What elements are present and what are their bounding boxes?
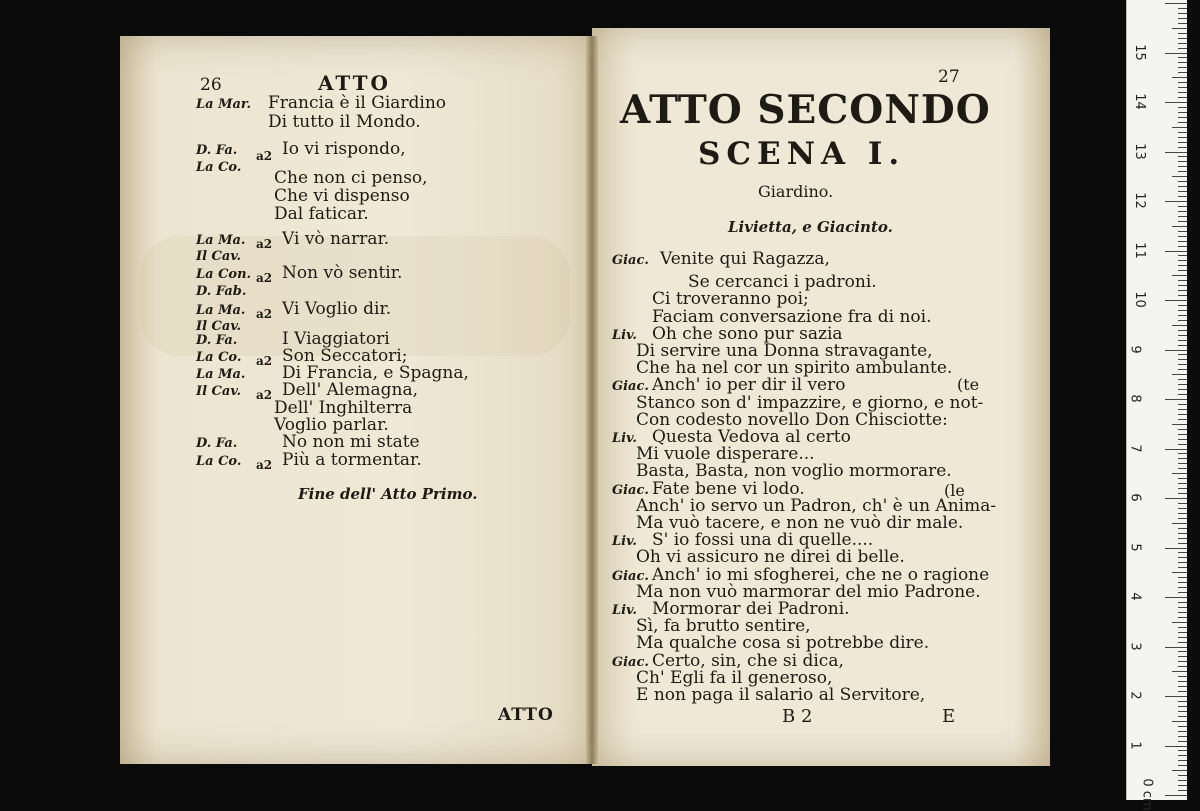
ruler-tick bbox=[1178, 483, 1187, 484]
ruler-tick bbox=[1178, 409, 1187, 410]
verse-line: E non paga il salario al Servitore, bbox=[636, 685, 926, 705]
ruler-tick bbox=[1178, 780, 1187, 781]
ruler-tick bbox=[1178, 369, 1187, 370]
ruler-tick bbox=[1178, 627, 1187, 628]
ruler-tick bbox=[1178, 236, 1187, 237]
ruler-tick bbox=[1178, 290, 1187, 291]
ruler-tick bbox=[1178, 216, 1187, 217]
ruler-tick bbox=[1178, 434, 1187, 435]
ruler-tick bbox=[1165, 795, 1187, 796]
ruler-tick bbox=[1178, 755, 1187, 756]
ruler-tick bbox=[1172, 226, 1187, 227]
ruler-tick bbox=[1178, 567, 1187, 568]
ruler-tick bbox=[1178, 241, 1187, 242]
ruler-tick bbox=[1178, 691, 1187, 692]
ruler-tick bbox=[1178, 43, 1187, 44]
ruler-tick bbox=[1178, 97, 1187, 98]
verse-line: Faciam conversazione fra di noi. bbox=[652, 307, 932, 327]
verse-line: Questa Vedova al certo bbox=[652, 427, 851, 447]
ruler-tick bbox=[1178, 161, 1187, 162]
ruler-tick bbox=[1178, 429, 1187, 430]
ruler-tick bbox=[1178, 260, 1187, 261]
ruler-tick bbox=[1178, 414, 1187, 415]
ruler-tick bbox=[1178, 354, 1187, 355]
verse-line: Mormorar dei Padroni. bbox=[652, 599, 850, 619]
ruler-tick bbox=[1178, 607, 1187, 608]
ruler-tick bbox=[1178, 310, 1187, 311]
ruler-tick bbox=[1178, 166, 1187, 167]
verse-line: Dal faticar. bbox=[274, 204, 369, 224]
ruler-tick bbox=[1178, 147, 1187, 148]
ruler-tick bbox=[1178, 320, 1187, 321]
ruler-tick bbox=[1172, 523, 1187, 524]
ruler-tick bbox=[1178, 602, 1187, 603]
ruler-tick bbox=[1178, 508, 1187, 509]
ruler-tick bbox=[1178, 651, 1187, 652]
ruler-tick bbox=[1178, 453, 1187, 454]
ruler-tick bbox=[1165, 152, 1187, 153]
ruler-tick bbox=[1178, 513, 1187, 514]
ruler-tick bbox=[1178, 171, 1187, 172]
speaker-label: Giac. bbox=[612, 483, 649, 498]
turnover-le: (le bbox=[944, 481, 965, 500]
ruler-tick bbox=[1178, 305, 1187, 306]
ruler-tick bbox=[1178, 340, 1187, 341]
ruler-tick bbox=[1165, 696, 1187, 697]
ruler-number: 10 bbox=[1131, 291, 1147, 308]
ruler-number: 5 bbox=[1127, 542, 1143, 552]
ruler-tick bbox=[1178, 117, 1187, 118]
left-page-number: 26 bbox=[200, 75, 222, 95]
ruler-tick bbox=[1178, 592, 1187, 593]
act-title: ATTO SECONDO bbox=[620, 87, 991, 133]
verse-line: Io vi rispondo, bbox=[282, 139, 406, 159]
ruler-tick bbox=[1165, 647, 1187, 648]
speaker-label: Liv. bbox=[612, 431, 637, 446]
ruler-tick bbox=[1178, 122, 1187, 123]
a2-mark: a2 bbox=[256, 237, 273, 251]
verse-line: I Viaggiatori bbox=[282, 329, 390, 349]
ruler-tick bbox=[1178, 533, 1187, 534]
verse-line: Ma vuò tacere, e non ne vuò dir male. bbox=[636, 513, 964, 533]
ruler-tick bbox=[1178, 364, 1187, 365]
ruler-tick bbox=[1165, 746, 1187, 747]
ruler-tick bbox=[1172, 572, 1187, 573]
ruler-tick bbox=[1178, 612, 1187, 613]
ruler-tick bbox=[1178, 67, 1187, 68]
ruler-tick bbox=[1178, 656, 1187, 657]
verse-line: Oh che sono pur sazia bbox=[652, 324, 843, 344]
verse-line: Voglio parlar. bbox=[274, 415, 389, 435]
left-running-head: ATTO bbox=[318, 71, 391, 95]
ruler-tick bbox=[1178, 741, 1187, 742]
ruler-tick bbox=[1178, 92, 1187, 93]
speaker-label: D. Fab. bbox=[196, 284, 247, 299]
ruler-tick bbox=[1178, 587, 1187, 588]
ruler-tick bbox=[1178, 23, 1187, 24]
ruler-tick bbox=[1178, 48, 1187, 49]
verse-line: Ma qualche cosa si potrebbe dire. bbox=[636, 633, 930, 653]
ruler-tick bbox=[1178, 518, 1187, 519]
ruler-tick bbox=[1178, 528, 1187, 529]
verse-line: Fate bene vi lodo. bbox=[652, 479, 805, 499]
verse-line: Oh vi assicuro ne direi di belle. bbox=[636, 547, 905, 567]
ruler-tick bbox=[1178, 345, 1187, 346]
ruler-tick bbox=[1178, 552, 1187, 553]
verse-line: Sì, fa brutto sentire, bbox=[636, 616, 811, 636]
ruler-number: 14 bbox=[1131, 93, 1147, 110]
verse-line: Anch' io per dir il vero bbox=[652, 375, 846, 395]
ruler-tick bbox=[1172, 77, 1187, 78]
ruler-tick bbox=[1178, 676, 1187, 677]
ruler-tick bbox=[1178, 18, 1187, 19]
ruler-tick bbox=[1178, 112, 1187, 113]
ruler-tick bbox=[1178, 750, 1187, 751]
ruler-tick bbox=[1178, 637, 1187, 638]
ruler-tick bbox=[1172, 176, 1187, 177]
book-gutter bbox=[586, 36, 598, 764]
ruler-tick bbox=[1178, 191, 1187, 192]
speaker-label: Giac. bbox=[612, 655, 649, 670]
ruler-tick bbox=[1178, 72, 1187, 73]
ruler-tick bbox=[1178, 444, 1187, 445]
ruler-tick bbox=[1178, 33, 1187, 34]
right-catchword: E bbox=[942, 706, 956, 727]
ruler-tick bbox=[1178, 384, 1187, 385]
fine-atto-primo: Fine dell' Atto Primo. bbox=[298, 485, 478, 503]
ruler-tick bbox=[1178, 231, 1187, 232]
ruler-tick bbox=[1165, 498, 1187, 499]
a2-mark: a2 bbox=[256, 458, 273, 472]
ruler-tick bbox=[1178, 394, 1187, 395]
verse-line: Certo, sin, che si dica, bbox=[652, 651, 844, 671]
ruler-tick bbox=[1178, 785, 1187, 786]
ruler-tick bbox=[1178, 731, 1187, 732]
ruler-number: 7 bbox=[1127, 443, 1143, 453]
ruler-tick bbox=[1178, 57, 1187, 58]
ruler-tick bbox=[1178, 107, 1187, 108]
speaker-label: Liv. bbox=[612, 534, 637, 549]
ruler-tick bbox=[1165, 548, 1187, 549]
ruler-tick bbox=[1178, 295, 1187, 296]
ruler-tick bbox=[1178, 246, 1187, 247]
verse-line: Son Seccatori; bbox=[282, 346, 408, 366]
ruler-tick bbox=[1178, 181, 1187, 182]
speaker-label: Il Cav. bbox=[196, 319, 242, 334]
ruler-tick bbox=[1178, 270, 1187, 271]
scene-setting: Giardino. bbox=[758, 182, 834, 201]
ruler-tick bbox=[1178, 538, 1187, 539]
ruler-tick bbox=[1178, 666, 1187, 667]
speaker-label: Il Cav. bbox=[196, 249, 242, 264]
ruler-tick bbox=[1178, 62, 1187, 63]
verse-line: Ci troveranno poi; bbox=[652, 289, 809, 309]
ruler-number: 3 bbox=[1127, 641, 1143, 651]
ruler-tick bbox=[1178, 404, 1187, 405]
ruler-tick bbox=[1178, 543, 1187, 544]
speaker-label: Giac. bbox=[612, 379, 649, 394]
ruler-tick bbox=[1172, 770, 1187, 771]
speaker-label: Il Cav. bbox=[196, 384, 242, 399]
speaker-label: La Co. bbox=[196, 160, 242, 175]
ruler-tick bbox=[1178, 335, 1187, 336]
ruler-tick bbox=[1178, 8, 1187, 9]
ruler-number: 4 bbox=[1127, 592, 1143, 601]
ruler-tick bbox=[1165, 251, 1187, 252]
ruler-tick bbox=[1178, 632, 1187, 633]
signature-mark: B 2 bbox=[782, 706, 813, 727]
speaker-label: La Ma. bbox=[196, 367, 246, 382]
speaker-label: D. Fa. bbox=[196, 333, 238, 348]
ruler-tick bbox=[1178, 142, 1187, 143]
measurement-ruler bbox=[1126, 0, 1187, 811]
ruler-tick bbox=[1178, 582, 1187, 583]
right-page-number: 27 bbox=[938, 67, 960, 87]
verse-line: Non vò sentir. bbox=[282, 263, 403, 283]
verse-line: Ma non vuò marmorar del mio Padrone. bbox=[636, 582, 981, 602]
ruler-tick bbox=[1178, 315, 1187, 316]
verse-line: Vi Voglio dir. bbox=[282, 299, 392, 319]
a2-mark: a2 bbox=[256, 271, 273, 285]
ruler-tick bbox=[1172, 721, 1187, 722]
verse-line: Che non ci penso, bbox=[274, 168, 428, 188]
verse-line: Con codesto novello Don Chisciotte: bbox=[636, 410, 948, 430]
verse-line: No non mi state bbox=[282, 432, 420, 452]
ruler-tick bbox=[1178, 681, 1187, 682]
ruler-number: 13 bbox=[1131, 142, 1147, 160]
ruler-tick bbox=[1165, 350, 1187, 351]
verse-line: Che vi dispenso bbox=[274, 186, 410, 206]
left-catchword: ATTO bbox=[498, 705, 554, 725]
ruler-tick bbox=[1165, 449, 1187, 450]
ruler-tick bbox=[1172, 28, 1187, 29]
ruler-tick bbox=[1178, 458, 1187, 459]
ruler-tick bbox=[1178, 701, 1187, 702]
a2-mark: a2 bbox=[256, 388, 273, 402]
ruler-tick bbox=[1178, 642, 1187, 643]
ruler-tick bbox=[1178, 488, 1187, 489]
ruler-tick bbox=[1178, 760, 1187, 761]
ruler-tick bbox=[1178, 196, 1187, 197]
speaker-label: La Mar. bbox=[196, 97, 252, 112]
ruler-tick bbox=[1178, 379, 1187, 380]
ruler-tick bbox=[1178, 132, 1187, 133]
ruler-tick bbox=[1172, 275, 1187, 276]
ruler-tick bbox=[1178, 285, 1187, 286]
speaker-label: Giac. bbox=[612, 253, 649, 268]
ruler-number: 12 bbox=[1131, 192, 1147, 209]
verse-line: Più a tormentar. bbox=[282, 450, 422, 470]
ruler-tick bbox=[1178, 156, 1187, 157]
ruler-tick bbox=[1178, 137, 1187, 138]
ruler-tick bbox=[1178, 706, 1187, 707]
verse-line: Anch' io servo un Padron, ch' è un Anima- bbox=[636, 496, 997, 516]
ruler-tick bbox=[1172, 127, 1187, 128]
speaker-label: Liv. bbox=[612, 603, 637, 618]
ruler-tick bbox=[1178, 38, 1187, 39]
ruler-number: 1 bbox=[1127, 740, 1143, 750]
ruler-tick bbox=[1178, 255, 1187, 256]
ruler-tick bbox=[1172, 671, 1187, 672]
ruler-tick bbox=[1178, 503, 1187, 504]
ruler-tick bbox=[1178, 206, 1187, 207]
ruler-tick bbox=[1178, 389, 1187, 390]
ruler-number: 9 bbox=[1127, 344, 1143, 354]
ruler-tick bbox=[1165, 300, 1187, 301]
ruler-tick bbox=[1178, 330, 1187, 331]
ruler-tick bbox=[1178, 280, 1187, 281]
speaker-label: La Co. bbox=[196, 454, 242, 469]
verse-line: Dell' Alemagna, bbox=[282, 380, 419, 400]
speaker-label: La Con. bbox=[196, 267, 252, 282]
verse-line: Ch' Egli fa il generoso, bbox=[636, 668, 833, 688]
ruler-tick bbox=[1178, 439, 1187, 440]
ruler-tick bbox=[1178, 186, 1187, 187]
ruler-tick bbox=[1178, 265, 1187, 266]
verse-line: S' io fossi una di quelle.... bbox=[652, 530, 874, 550]
speaker-label: La Ma. bbox=[196, 233, 246, 248]
ruler-tick bbox=[1178, 711, 1187, 712]
ruler-tick bbox=[1178, 716, 1187, 717]
ruler-number: 11 bbox=[1131, 241, 1147, 259]
speaker-label: Giac. bbox=[612, 569, 649, 584]
verse-line: Vi vò narrar. bbox=[282, 229, 390, 249]
verse-line: Di servire una Donna stravagante, bbox=[636, 341, 933, 361]
ruler-tick bbox=[1172, 424, 1187, 425]
ruler-tick bbox=[1172, 325, 1187, 326]
ruler-tick bbox=[1165, 3, 1187, 4]
ruler-tick bbox=[1178, 765, 1187, 766]
verse-line: Stanco son d' impazzire, e giorno, e not- bbox=[636, 393, 984, 413]
ruler-tick bbox=[1165, 201, 1187, 202]
turnover-te: (te bbox=[957, 375, 980, 394]
speaker-label: D. Fa. bbox=[196, 143, 238, 158]
ruler-number: 8 bbox=[1127, 394, 1143, 403]
ruler-tick bbox=[1172, 473, 1187, 474]
verse-line: Di Francia, e Spagna, bbox=[282, 363, 469, 383]
speaker-label: Liv. bbox=[612, 328, 637, 343]
speaker-label: La Co. bbox=[196, 350, 242, 365]
scene-title: SCENA I. bbox=[698, 136, 906, 172]
verse-line: Se cercanci i padroni. bbox=[688, 272, 877, 292]
verse-line: Francia è il Giardino bbox=[268, 93, 447, 113]
verse-line: Basta, Basta, non voglio mormorare. bbox=[636, 461, 952, 481]
ruler-tick bbox=[1178, 775, 1187, 776]
ruler-number: 2 bbox=[1127, 691, 1143, 700]
ruler-tick bbox=[1178, 617, 1187, 618]
ruler-tick bbox=[1178, 478, 1187, 479]
speaker-label: D. Fa. bbox=[196, 436, 238, 451]
verse-line: Mi vuole disperare... bbox=[636, 444, 815, 464]
ruler-tick bbox=[1165, 102, 1187, 103]
ruler-tick bbox=[1178, 790, 1187, 791]
ruler-number: 6 bbox=[1127, 493, 1143, 502]
ruler-number: 0 cm bbox=[1139, 778, 1155, 811]
ruler-tick bbox=[1178, 493, 1187, 494]
ruler-tick bbox=[1172, 374, 1187, 375]
ruler-tick bbox=[1178, 419, 1187, 420]
ruler-tick bbox=[1178, 463, 1187, 464]
speaker-label: La Ma. bbox=[196, 303, 246, 318]
ruler-tick bbox=[1178, 82, 1187, 83]
verse-line: Che ha nel cor un spirito ambulante. bbox=[636, 358, 953, 378]
verse-line: Venite qui Ragazza, bbox=[660, 249, 830, 269]
ruler-number: 15 bbox=[1131, 43, 1147, 61]
ruler-tick bbox=[1178, 87, 1187, 88]
ruler-tick bbox=[1178, 726, 1187, 727]
scene-characters: Livietta, e Giacinto. bbox=[728, 218, 893, 236]
a2-mark: a2 bbox=[256, 307, 273, 321]
ruler-tick bbox=[1178, 686, 1187, 687]
ruler-tick bbox=[1178, 562, 1187, 563]
ruler-tick bbox=[1165, 597, 1187, 598]
verse-line: Anch' io mi sfogherei, che ne o ragione bbox=[652, 565, 990, 585]
ruler-tick bbox=[1178, 13, 1187, 14]
a2-mark: a2 bbox=[256, 149, 273, 163]
ruler-tick bbox=[1178, 736, 1187, 737]
ruler-tick bbox=[1178, 468, 1187, 469]
verse-line: Dell' Inghilterra bbox=[274, 398, 413, 418]
ruler-tick bbox=[1165, 53, 1187, 54]
ruler-tick bbox=[1178, 359, 1187, 360]
ruler-tick bbox=[1172, 622, 1187, 623]
a2-mark: a2 bbox=[256, 354, 273, 368]
ruler-tick bbox=[1165, 399, 1187, 400]
ruler-tick bbox=[1178, 211, 1187, 212]
verse-line: Di tutto il Mondo. bbox=[268, 112, 421, 132]
ruler-tick bbox=[1178, 557, 1187, 558]
ruler-tick bbox=[1178, 577, 1187, 578]
ruler-tick bbox=[1178, 661, 1187, 662]
ruler-tick bbox=[1178, 221, 1187, 222]
